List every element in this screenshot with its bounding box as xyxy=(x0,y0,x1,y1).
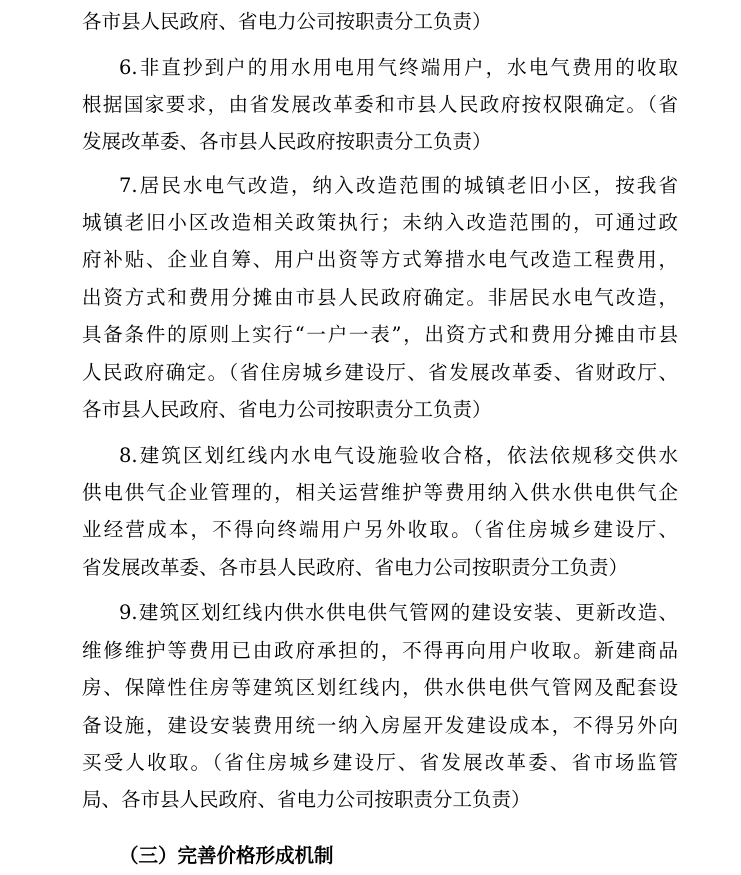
item-9-line-5: 买受人收取。（省住房城乡建设厅、省发展改革委、省市场监管 xyxy=(82,751,678,774)
item-8-line-4: 省发展改革委、各市县人民政府、省电力公司按职责分工负责） xyxy=(82,556,629,579)
item-9-line-2: 维修维护等费用已由政府承担的，不得再向用户收取。新建商品 xyxy=(82,639,678,662)
paragraph-fragment: 各市县人民政府、省电力公司按职责分工负责） xyxy=(82,10,492,33)
item-9-line-3: 房、保障性住房等建筑区划红线内，供水供电供气管网及配套设 xyxy=(82,676,678,699)
item-7-line-6: 人民政府确定。（省住房城乡建设厅、省发展改革委、省财政厅、 xyxy=(82,361,678,384)
item-8-line-2: 供电供气企业管理的，相关运营维护等费用纳入供水供电供气企 xyxy=(82,481,678,504)
item-7-line-4: 出资方式和费用分摊由市县人民政府确定。非居民水电气改造， xyxy=(82,286,678,309)
item-8-line-3: 业经营成本，不得向终端用户另外收取。（省住房城乡建设厅、 xyxy=(82,518,678,541)
item-7-line-2: 城镇老旧小区改造相关政策执行；未纳入改造范围的，可通过政 xyxy=(82,211,678,234)
item-7-line-5: 具备条件的原则上实行“一户一表”，出资方式和费用分摊由市县 xyxy=(82,323,678,346)
item-7-line-3: 府补贴、企业自筹、用户出资等方式筹措水电气改造工程费用， xyxy=(82,248,678,271)
item-6-line-2: 根据国家要求，由省发展改革委和市县人民政府按权限确定。（省 xyxy=(82,93,678,116)
item-7-line-7: 各市县人民政府、省电力公司按职责分工负责） xyxy=(82,398,492,421)
item-9-line-4: 备设施，建设安装费用统一纳入房屋开发建设成本，不得另外向 xyxy=(82,714,678,737)
item-9-line-6: 局、各市县人民政府、省电力公司按职责分工负责） xyxy=(82,788,531,811)
item-9-line-1: 9.建筑区划红线内供水供电供气管网的建设安装、更新改造、 xyxy=(119,601,678,624)
item-8-line-1: 8.建筑区划红线内水电气设施验收合格，依法依规移交供水 xyxy=(119,444,678,467)
section-heading: （三）完善价格形成机制 xyxy=(119,844,334,867)
item-6-line-3: 发展改革委、各市县人民政府按职责分工负责） xyxy=(82,130,492,153)
item-7-line-1: 7.居民水电气改造，纳入改造范围的城镇老旧小区，按我省 xyxy=(119,174,678,197)
item-6-line-1: 6.非直抄到户的用水用电用气终端用户，水电气费用的收取 xyxy=(119,56,678,79)
